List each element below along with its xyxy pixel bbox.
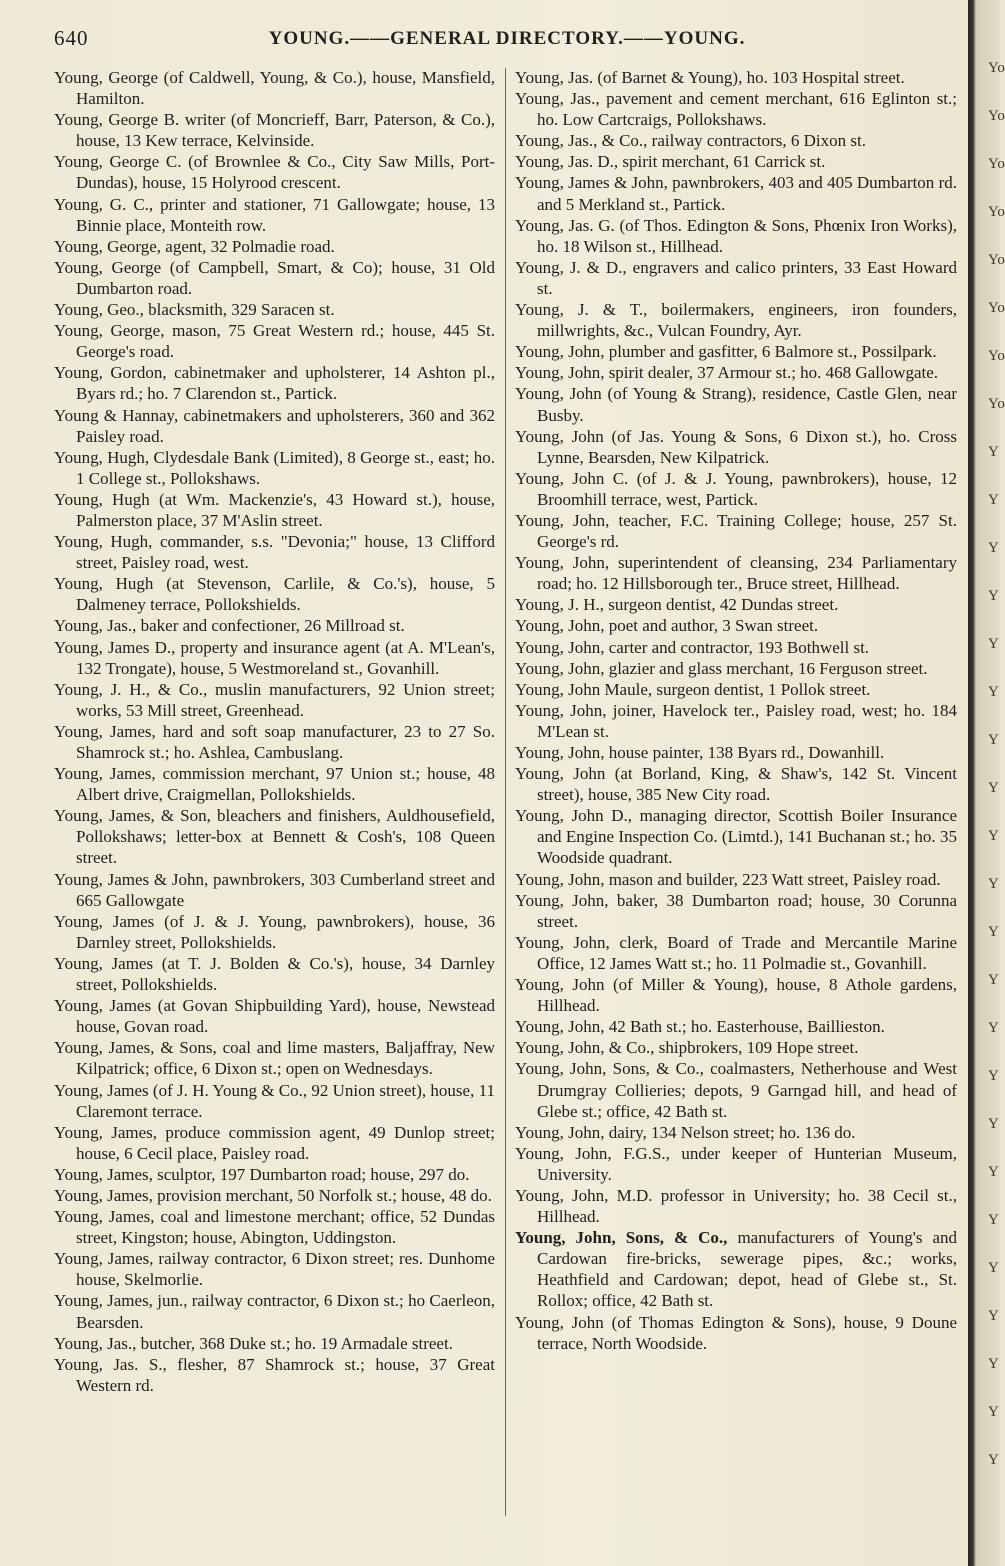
directory-entry: Young, John, F.G.S., under keeper of Hunterian Museum, University. [515, 1143, 957, 1184]
directory-entry: Young, James, sculptor, 197 Dumbarton road; house, 297 do. [54, 1164, 470, 1184]
directory-entry: Young, John, joiner, Havelock ter., Paisley road, west; ho. 184 M'Lean st. [515, 700, 957, 741]
directory-entry: Young, Jas. G. (of Thos. Edington & Sons, Phœnix Iron Works), ho. 18 Wilson st., Hillhead. [515, 215, 957, 256]
directory-entry: Young, John, glazier and glass merchant, 16 Ferguson street. [515, 658, 928, 678]
directory-entry: Young, John, & Co., shipbrokers, 109 Hope street. [515, 1038, 859, 1058]
directory-entry: Young, Hugh, Clydesdale Bank (Limited), 8 George st., east; ho. 1 College st., Pollokshaws. [54, 447, 495, 488]
directory-entry: Young, John, plumber and gasfitter, 6 Balmore st., Possilpark. [515, 342, 937, 362]
directory-entry: Young, John (at Borland, King, & Shaw's, 142 St. Vincent street), house, 385 New City road. [515, 764, 957, 805]
directory-entry: Young, John C. (of J. & J. Young, pawnbrokers), house, 12 Broomhill terrace, west, Partick. [515, 468, 957, 509]
facing-page-letter: Yo [988, 204, 1005, 220]
directory-entry: Young, John, clerk, Board of Trade and Mercantile Marine Office, 12 James Watt st.; ho. 11 Polmadie st., Govanhill. [515, 932, 957, 973]
facing-page-letter: Y [988, 1212, 999, 1228]
running-title: YOUNG.——GENERAL DIRECTORY.——YOUNG. [268, 28, 746, 49]
facing-page-letter: Y [988, 1404, 999, 1420]
directory-entry: Young, Jas., & Co., railway contractors, 6 Dixon st. [515, 131, 866, 151]
directory-entry: Young, George (of Campbell, Smart, & Co); house, 31 Old Dumbarton road. [54, 257, 495, 298]
directory-entry: Young, Hugh (at Stevenson, Carlile, & Co.'s), house, 5 Dalmeney terrace, Pollokshields. [54, 574, 495, 615]
directory-entry: Young, John, mason and builder, 223 Watt street, Paisley road. [515, 869, 941, 889]
directory-entry: Young, James & John, pawnbrokers, 303 Cumberland street and 665 Gallowgate [54, 869, 495, 910]
directory-entry: Young, Jas. D., spirit merchant, 61 Carrick st. [515, 152, 826, 172]
directory-entry: Young, John, spirit dealer, 37 Armour st.; ho. 468 Gallowgate. [515, 363, 939, 383]
page-number: 640 [54, 26, 89, 50]
directory-entry: Young, James, coal and limestone merchant; office, 52 Dundas street, Kingston; house, Abington, Uddingston. [54, 1207, 495, 1248]
page-header [54, 24, 960, 58]
directory-entry: Young, J. & T., boilermakers, engineers, iron founders, millwrights, &c., Vulcan Foundry, Ayr. [515, 300, 957, 341]
facing-page-letter: Y [988, 1452, 999, 1468]
entry-text: manufacturers of Young's and Cardowan fire-bricks, sewerage pipes, &c.; works, Heathfield and Cardowan; depot, head of Glebe st., St. Rollox; office, 42 Bath st. [537, 1228, 957, 1311]
directory-entry: Young, John, carter and contractor, 193 Bothwell st. [515, 637, 870, 657]
directory-entry: Young, John, superintendent of cleansing, 234 Parliamentary road; ho. 12 Hillsborough ter., Bruce street, Hillhead. [515, 553, 957, 594]
directory-entry: Young, Hugh, commander, s.s. "Devonia;" house, 13 Clifford street, Paisley road, west. [54, 532, 495, 573]
directory-entry: Young, John, dairy, 134 Nelson street; ho. 136 do. [515, 1122, 856, 1142]
directory-entry: Young, George, agent, 32 Polmadie road. [54, 236, 335, 256]
directory-entry: Young, James, & Sons, coal and lime masters, Baljaffray, New Kilpatrick; office, 6 Dixon st.; open on Wednesdays. [54, 1038, 495, 1079]
directory-entry: Young, John D., managing director, Scottish Boiler Insurance and Engine Inspection Co. (Limtd.), 141 Buchanan st.; ho. 35 Woodside quadrant. [515, 806, 957, 868]
directory-entry: Young, Jas., baker and confectioner, 26 Millroad st. [54, 616, 405, 636]
directory-entry: Young, John, house painter, 138 Byars rd., Dowanhill. [515, 743, 885, 762]
directory-entry: Young, John (of Thomas Edington & Sons), house, 9 Doune terrace, North Woodside. [515, 1312, 957, 1353]
directory-entry: Young, James, provision merchant, 50 Norfolk st.; house, 48 do. [54, 1185, 492, 1205]
directory-entry: Young, John, 42 Bath st.; ho. Easterhouse, Baillieston. [515, 1017, 885, 1037]
directory-entry: Young, Jas., pavement and cement merchant, 616 Eglinton st.; ho. Low Cartcraigs, Pollokshaws. [515, 89, 957, 130]
directory-entry: Young, James, produce commission agent, 49 Dunlop street; house, 6 Cecil place, Paisley road. [54, 1122, 495, 1163]
facing-page-letter: Yo [988, 108, 1005, 124]
directory-entry: Young, James, jun., railway contractor, 6 Dixon st.; ho Caerleon, Bearsden. [54, 1291, 495, 1332]
facing-page-letter: Y [988, 828, 999, 844]
directory-entry: Young, George B. writer (of Moncrieff, Barr, Paterson, & Co.), house, 13 Kew terrace, Kelvinside. [54, 110, 495, 151]
directory-entry: Young, Jas. (of Barnet & Young), ho. 103 Hospital street. [515, 68, 905, 87]
directory-entry: Young, John Maule, surgeon dentist, 1 Pollok street. [515, 679, 871, 699]
directory-entry: Young, James (of J. & J. Young, pawnbrokers), house, 36 Darnley street, Pollokshields. [54, 911, 495, 952]
facing-page-letter: Y [988, 1164, 999, 1180]
directory-entry: Young, J. & D., engravers and calico printers, 33 East Howard st. [515, 257, 957, 298]
directory-entry: Young, James D., property and insurance agent (at A. M'Lean's, 132 Trongate), house, 5 Westmoreland st., Govanhill. [54, 637, 495, 678]
directory-entry: Young, James, commission merchant, 97 Union st.; house, 48 Albert drive, Craigmellan, Pollokshields. [54, 764, 495, 805]
facing-page-letter: Y [988, 1116, 999, 1132]
directory-entry: Young, James, hard and soft soap manufacturer, 23 to 27 So. Shamrock st.; ho. Ashlea, Cambuslang. [54, 721, 495, 762]
facing-page-letter: Y [988, 924, 999, 940]
directory-entry: Young, John (of Jas. Young & Sons, 6 Dixon st.), ho. Cross Lynne, Bearsden, New Kilpatrick. [515, 426, 957, 467]
facing-page-letter: Yo [988, 252, 1005, 268]
facing-page-letter: Yo [988, 156, 1005, 172]
directory-entry: Young, John (of Young & Strang), residence, Castle Glen, near Busby. [515, 384, 957, 425]
directory-entry: Young, George, mason, 75 Great Western rd.; house, 445 St. George's road. [54, 321, 495, 362]
facing-page-letter: Y [988, 588, 999, 604]
facing-page-letter: Y [988, 444, 999, 460]
directory-entry: Young, John, Sons, & Co., coalmasters, Netherhouse and West Drumgray Collieries; depots, 9 Garngad hill, and head of Glebe st.; office, 42 Bath st. [515, 1059, 957, 1121]
facing-page-letter: Y [988, 492, 999, 508]
facing-page-letter: Yo [988, 348, 1005, 364]
directory-entry: Young, John, teacher, F.C. Training College; house, 257 St. George's rd. [515, 510, 957, 552]
facing-page-letter: Y [988, 972, 999, 988]
right-column [515, 67, 957, 1354]
directory-entry: Young, Hugh (at Wm. Mackenzie's, 43 Howard st.), house, Palmerston place, 37 M'Aslin street. [54, 489, 495, 530]
directory-entry: Young, James (of J. H. Young & Co., 92 Union street), house, 11 Claremont terrace. [54, 1080, 495, 1121]
facing-page-letter: Y [988, 1308, 999, 1324]
facing-page-letter: Yo [988, 60, 1005, 76]
directory-entry: Young, G. C., printer and stationer, 71 Gallowgate; house, 13 Binnie place, Monteith row. [54, 194, 495, 235]
facing-page-letter: Y [988, 684, 999, 700]
directory-entry: Young, James, railway contractor, 6 Dixon street; res. Dunhome house, Skelmorlie. [54, 1249, 495, 1290]
directory-entry: Young, George (of Caldwell, Young, & Co.), house, Mansfield, Hamilton. [54, 68, 495, 109]
facing-page-letter: Y [988, 1020, 999, 1036]
directory-entry: Young, James (at T. J. Bolden & Co.'s), house, 34 Darnley street, Pollokshields. [54, 953, 495, 995]
directory-entry: Young, James, & Son, bleachers and finishers, Auldhousefield, Pollokshaws; letter-box at Bennett & Cosh's, 108 Queen street. [54, 806, 495, 868]
directory-entry: Young, Gordon, cabinetmaker and upholsterer, 14 Ashton pl., Byars rd.; ho. 7 Clarendon st., Partick. [54, 363, 495, 404]
facing-page-letter: Y [988, 636, 999, 652]
facing-page-letter: Y [988, 732, 999, 748]
left-column [54, 67, 495, 1396]
directory-entry: Young, J. H., surgeon dentist, 42 Dundas street. [515, 595, 839, 615]
facing-page-letter: Y [988, 540, 999, 556]
directory-entry: Young, John, poet and author, 3 Swan street. [515, 616, 819, 636]
facing-page-letter: Y [988, 1260, 999, 1276]
facing-page-letter: Yo [988, 300, 1005, 316]
facing-page-letter: Y [988, 780, 999, 796]
directory-entry: Young, John, baker, 38 Dumbarton road; house, 30 Corunna street. [515, 890, 957, 931]
facing-page-letter: Y [988, 1356, 999, 1372]
directory-entry: Young, Geo., blacksmith, 329 Saracen st. [54, 300, 335, 320]
directory-entry: Young, James & John, pawnbrokers, 403 and 405 Dumbarton rd. and 5 Merkland st., Partick. [515, 173, 957, 214]
directory-entry [515, 1227, 957, 1311]
directory-entry: Young & Hannay, cabinetmakers and upholsterers, 360 and 362 Paisley road. [54, 405, 495, 446]
facing-page-letter: Yo [988, 396, 1005, 412]
facing-page-letter: Y [988, 1068, 999, 1084]
directory-entry: Young, J. H., & Co., muslin manufacturers, 92 Union street; works, 53 Mill street, Greenhead. [54, 679, 495, 720]
directory-entry: Young, James (at Govan Shipbuilding Yard), house, Newstead house, Govan road. [54, 996, 495, 1037]
directory-entry: Young, Jas. S., flesher, 87 Shamrock st.; house, 37 Great Western rd. [54, 1354, 495, 1395]
directory-entry: Young, John, M.D. professor in University; ho. 38 Cecil st., Hillhead. [515, 1185, 957, 1227]
entry-bold-name: Young, John, Sons, & Co., [515, 1228, 728, 1248]
directory-entry: Young, George C. (of Brownlee & Co., City Saw Mills, Port-Dundas), house, 15 Holyrood crescent. [54, 152, 495, 193]
directory-entry: Young, Jas., butcher, 368 Duke st.; ho. 19 Armadale street. [54, 1333, 453, 1353]
column-divider [505, 68, 506, 1516]
directory-entry: Young, John (of Miller & Young), house, 8 Athole gardens, Hillhead. [515, 975, 957, 1016]
facing-page-letter: Y [988, 876, 999, 892]
